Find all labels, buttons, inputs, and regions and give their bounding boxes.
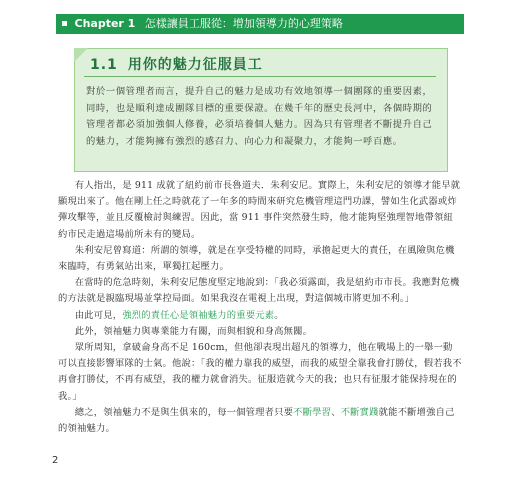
chapter-label: Chapter 1 xyxy=(74,17,136,30)
paragraph-7 xyxy=(58,405,462,437)
paragraph-4 xyxy=(58,308,462,324)
section-heading xyxy=(90,54,263,74)
folded-corner-decoration xyxy=(74,48,88,62)
paragraph-4-end: 。 xyxy=(274,309,284,321)
highlight-text: 強烈的責任心是領袖魅力的重要元素 xyxy=(122,309,275,321)
section-number: 1.1 xyxy=(90,57,118,73)
chapter-header-bar xyxy=(56,14,464,34)
paragraph-1: 有人指出，是 911 成就了紐約前市長魯道夫．朱利安尼。實際上，朱利安尼的領導才能早就顯現出來了。他在剛上任之時就花了一年多的時間來研究危機管理這門功課，譬如生化武器或炸彈攻擊等，並且反覆檢討與練習。因此，當 911 事件突然發生時，他才能夠堅強理智地帶領紐約市民走過這場前所未有的變局。 xyxy=(58,180,461,240)
section-divider xyxy=(84,76,436,77)
square-bullet-icon xyxy=(62,21,67,26)
paragraph-4-lead: 由此可見， xyxy=(74,309,123,321)
body-text xyxy=(58,178,462,437)
highlight-learning: 不斷學習 xyxy=(293,406,332,418)
page-number: 2 xyxy=(52,455,59,466)
paragraph-2: 朱利安尼曾寫道：所謂的領導，就是在享受特權的同時，承擔起更大的責任，在風險與危機來臨時，有勇氣站出來，單獨扛起壓力。 xyxy=(58,244,455,273)
highlight-practice: 不斷實踐 xyxy=(340,406,379,418)
paragraph-7-lead: 總之，領袖魅力不是與生俱來的，每一個管理者只要 xyxy=(74,406,294,418)
paragraph-7-end: 就能不斷增強自己的領袖魅力。 xyxy=(58,406,455,435)
section-title: 用你的魅力征服員工 xyxy=(127,57,263,73)
paragraph-6: 眾所周知，拿破侖身高不足 160cm，但他卻表現出超凡的領導力，他在戰場上的一舉一動可以直接影響軍隊的士氣。他說：「我的權力靠我的威望，而我的威望全靠我會打勝仗，假若我不再會打勝仗，不再有威望，我的權力就會消失。征服造就今天的我；也只有征服才能保持現在的我。」 xyxy=(58,342,462,402)
paragraph-5: 此外，領袖魅力與專業能力有關，而與相貌和身高無關。 xyxy=(74,325,313,337)
chapter-title: 怎樣讓員工服從：增加領導力的心理策略 xyxy=(144,17,343,30)
section-intro-text: 對於一個管理者而言，提升自己的魅力是成功有效地領導一個團隊的重要因素，同時，也是順利達成團隊目標的重要保證。在幾千年的歷史長河中，各個時期的管理者都必須加強個人修養，必須培養個人魅力。因為只有管理者不斷提升自己的魅力，才能夠擁有強烈的感召力、向心力和凝聚力，才能夠一呼百應。 xyxy=(86,86,433,147)
paragraph-3: 在當時的危急時刻，朱利安尼態度堅定地說到：「我必須露面，我是紐約市市長。我應對危機的方法就是親臨現場並掌控局面。如果我沒在電視上出現，對這個城市將更加不利。」 xyxy=(58,277,460,305)
paragraph-7-separator: 、 xyxy=(331,406,341,418)
